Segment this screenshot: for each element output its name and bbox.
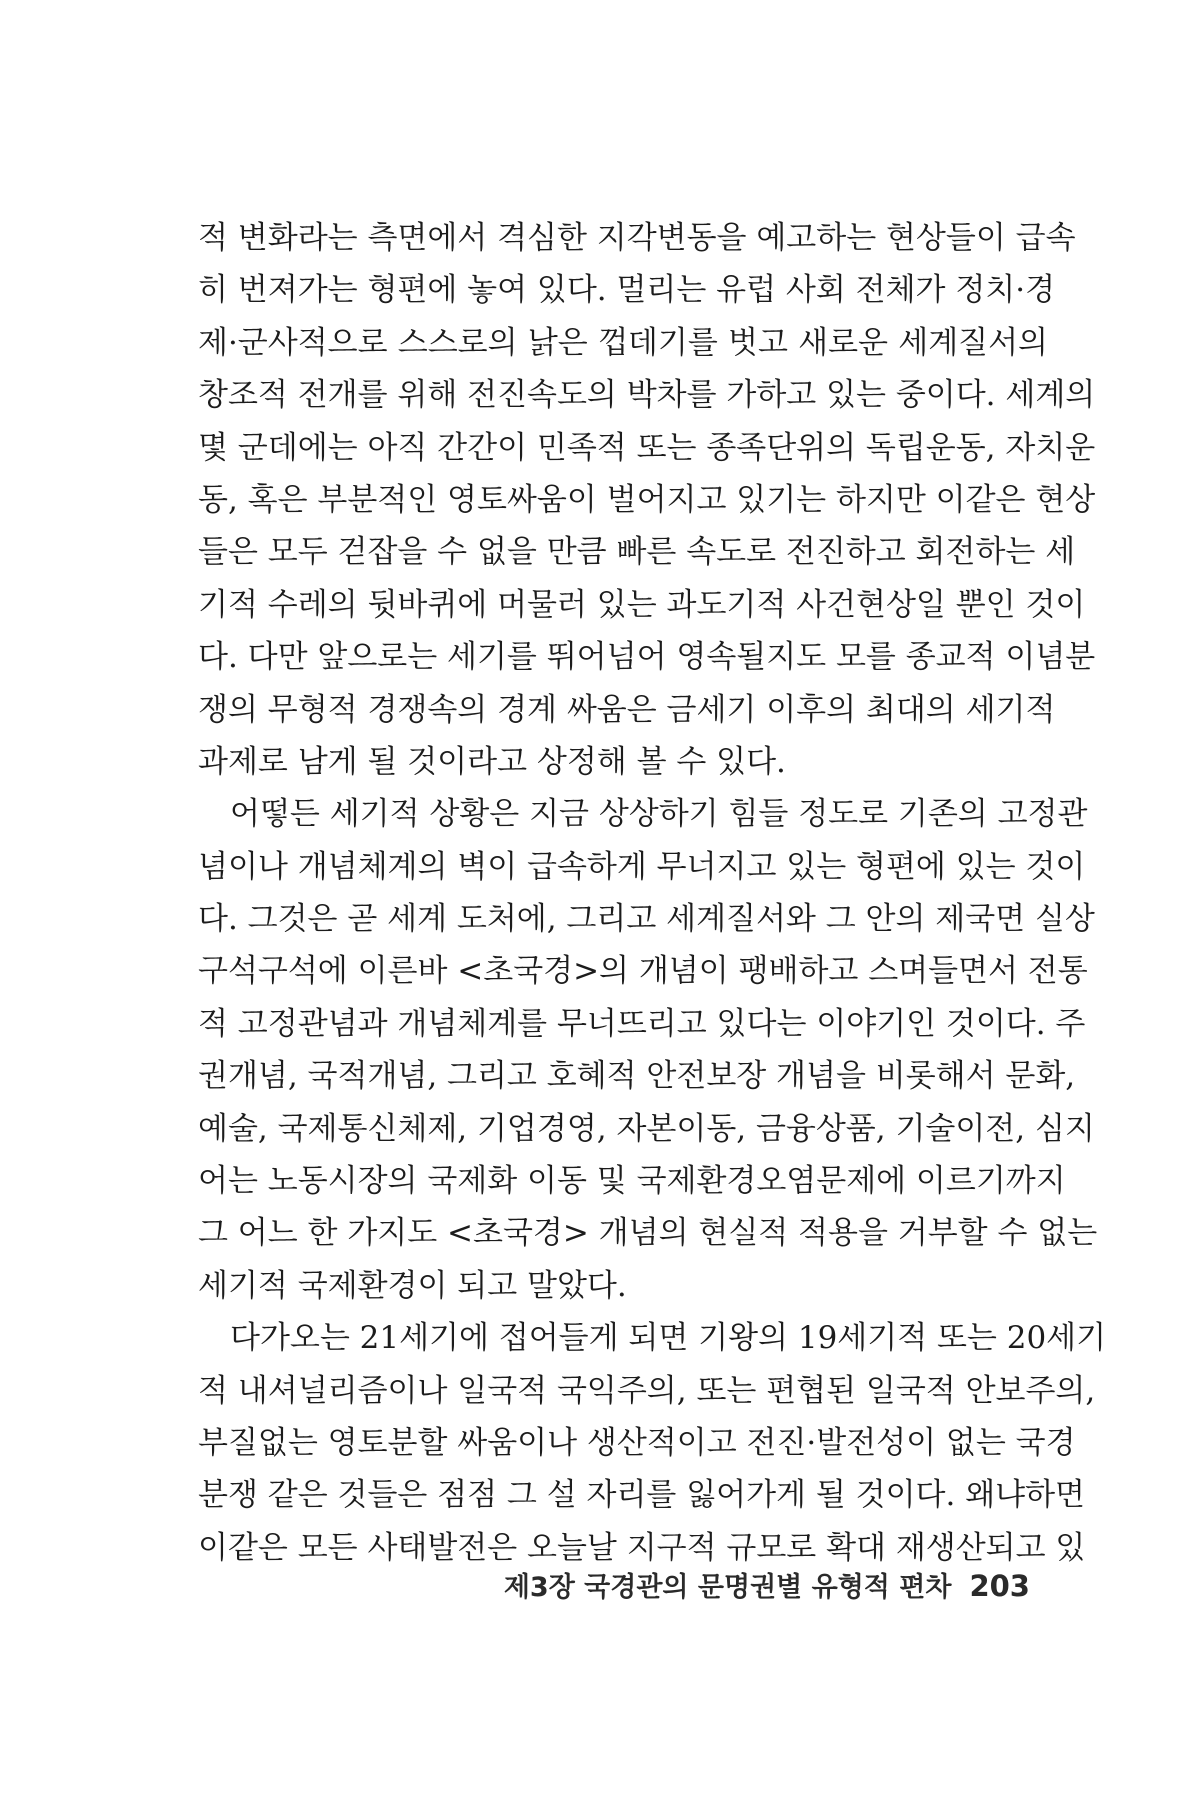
text-line: 과제로 남게 될 것이라고 상정해 볼 수 있다. bbox=[198, 743, 786, 780]
page-number: 203 bbox=[969, 1569, 1030, 1603]
text-line: 몇 군데에는 아직 간간이 민족적 또는 종족단위의 독립운동, 자치운 bbox=[198, 429, 1096, 466]
text-line: 세기적 국제환경이 되고 말았다. bbox=[198, 1267, 627, 1304]
text-line: 이같은 모든 사태발전은 오늘날 지구적 규모로 확대 재생산되고 있 bbox=[198, 1529, 1086, 1566]
text-line: 구석구석에 이른바 <초국경>의 개념이 팽배하고 스며들면서 전통 bbox=[198, 953, 1088, 990]
text-line: 분쟁 같은 것들은 점점 그 설 자리를 잃어가게 될 것이다. 왜냐하면 bbox=[198, 1477, 1085, 1514]
text-line: 적 변화라는 측면에서 격심한 지각변동을 예고하는 현상들이 급속 bbox=[198, 220, 1076, 256]
text-line: 념이나 개념체계의 벽이 급속하게 무너지고 있는 형편에 있는 것이 bbox=[198, 848, 1086, 885]
text-line: 권개념, 국적개념, 그리고 호혜적 안전보장 개념을 비롯해서 문화, bbox=[198, 1058, 1076, 1095]
text-line: 제·군사적으로 스스로의 낡은 껍데기를 벗고 새로운 세계질서의 bbox=[198, 324, 1048, 361]
text-line: 쟁의 무형적 경쟁속의 경계 싸움은 금세기 이후의 최대의 세기적 bbox=[198, 691, 1056, 728]
text-line: 적 내셔널리즘이나 일국적 국익주의, 또는 편협된 일국적 안보주의, bbox=[198, 1372, 1096, 1409]
text-line: 기적 수레의 뒷바퀴에 머물러 있는 과도기적 사건현상일 뿐인 것이 bbox=[198, 586, 1086, 623]
text-line: 창조적 전개를 위해 전진속도의 박차를 가하고 있는 중이다. 세계의 bbox=[198, 377, 1096, 414]
text-line: 히 번져가는 형편에 놓여 있다. 멀리는 유럽 사회 전체가 정치·경 bbox=[198, 272, 1056, 309]
paragraph-3 bbox=[198, 1312, 1107, 1574]
chapter-title: 제3장 국경관의 문명권별 유형적 편차 bbox=[503, 1572, 952, 1603]
paragraph-1 bbox=[198, 212, 1096, 788]
text-line: 동, 혹은 부분적인 영토싸움이 벌어지고 있기는 하지만 이같은 현상 bbox=[198, 481, 1096, 518]
text-line: 어떻든 세기적 상황은 지금 상상하기 힘들 정도로 기존의 고정관 bbox=[230, 796, 1088, 833]
text-line: 다가오는 21세기에 접어들게 되면 기왕의 19세기적 또는 20세기 bbox=[230, 1320, 1107, 1357]
text-line: 어는 노동시장의 국제화 이동 및 국제환경오염문제에 이르기까지 bbox=[198, 1163, 1066, 1200]
running-footer bbox=[503, 1565, 1030, 1604]
text-line: 들은 모두 걷잡을 수 없을 만큼 빠른 속도로 전진하고 회전하는 세 bbox=[198, 534, 1076, 571]
text-line: 다. 다만 앞으로는 세기를 뛰어넘어 영속될지도 모를 종교적 이념분 bbox=[198, 639, 1096, 676]
body-text bbox=[198, 212, 1107, 1574]
text-line: 예술, 국제통신체제, 기업경영, 자본이동, 금융상품, 기술이전, 심지 bbox=[198, 1110, 1095, 1147]
paragraph-2 bbox=[198, 788, 1098, 1312]
text-line: 그 어느 한 가지도 <초국경> 개념의 현실적 적용을 거부할 수 없는 bbox=[198, 1215, 1098, 1252]
text-line: 부질없는 영토분할 싸움이나 생산적이고 전진·발전성이 없는 국경 bbox=[198, 1424, 1076, 1461]
text-line: 적 고정관념과 개념체계를 무너뜨리고 있다는 이야기인 것이다. 주 bbox=[198, 1005, 1086, 1042]
text-line: 다. 그것은 곧 세계 도처에, 그리고 세계질서와 그 안의 제국면 실상 bbox=[198, 901, 1095, 938]
